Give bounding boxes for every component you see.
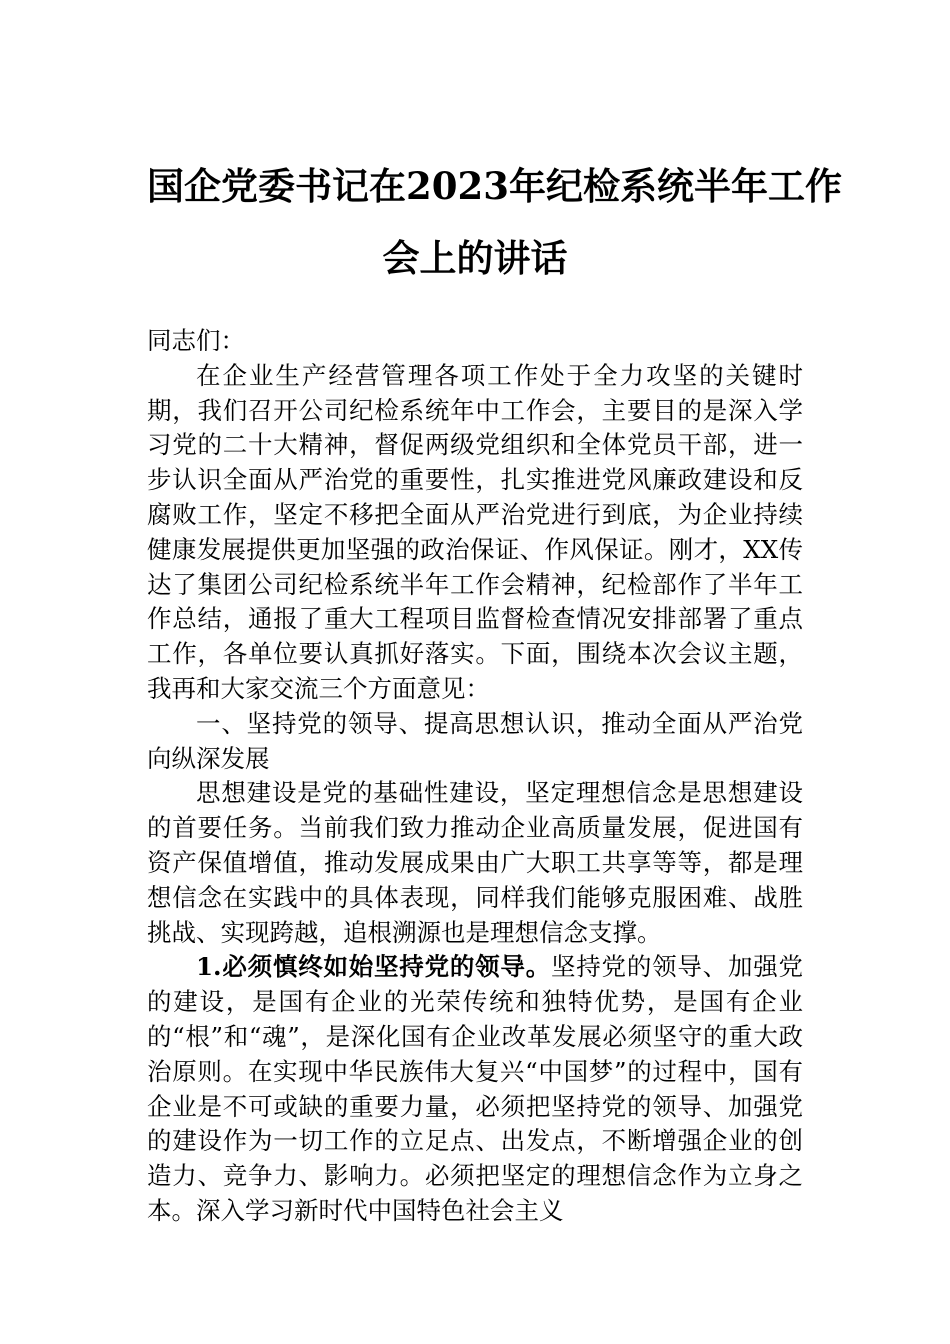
paragraph-ideology: 思想建设是党的基础性建设，坚定理想信念是思想建设的首要任务。当前我们致力推动企业高质量发展，促进国有资产保值增值，推动发展成果由广大职工共享等等，都是理想信念在实践中的具体表现，同样我们能够克服困难、战胜挑战、实现跨越，追根溯源也是理想信念支撑。 (147, 778, 803, 947)
section-heading-1: 一、坚持党的领导、提高思想认识，推动全面从严治党向纵深发展 (147, 708, 803, 773)
paragraph-body-text: 坚持党的领导、加强党的建设，是国有企业的光荣传统和独特优势，是国有企业的“根”和“魂”，是深化国有企业改革发展必须坚守的重大政治原则。在实现中华民族伟大复兴“中国梦”的过程中，国有企业是不可或缺的重要力量，必须把坚持党的领导、加强党的建设作为一切工作的立足点、出发点，不断增强企业的创造力、竞争力、影响力。必须把坚定的理想信念作为立身之本。深入学习新时代中国特色社会主义 (147, 952, 803, 1225)
title-line-2: 会上的讲话 (382, 236, 568, 280)
salutation: 同志们： (147, 326, 245, 355)
title-line-1: 国企党委书记在2023年纪检系统半年工作 (147, 164, 842, 208)
document-body (147, 324, 803, 1229)
paragraph-intro: 在企业生产经营管理各项工作处于全力攻坚的关键时期，我们召开公司纪检系统年中工作会，主要目的是深入学习党的二十大精神，督促两级党组织和全体党员干部，进一步认识全面从严治党的重要性，扎实推进党风廉政建设和反腐败工作，坚定不移把全面从严治党进行到底，为企业持续健康发展提供更加坚强的政治保证、作风保证。刚才，XX传达了集团公司纪检系统半年工作会精神，纪检部作了半年工作总结，通报了重大工程项目监督检查情况安排部署了重点工作，各单位要认真抓好落实。下面，围绕本次会议主题，我再和大家交流三个方面意见： (147, 360, 803, 703)
paragraph-lead-text: 1.必须慎终如始坚持党的领导。 (196, 952, 551, 982)
paragraph-party-leadership (147, 950, 803, 1228)
document-title (147, 150, 842, 294)
document-page (147, 150, 842, 1229)
